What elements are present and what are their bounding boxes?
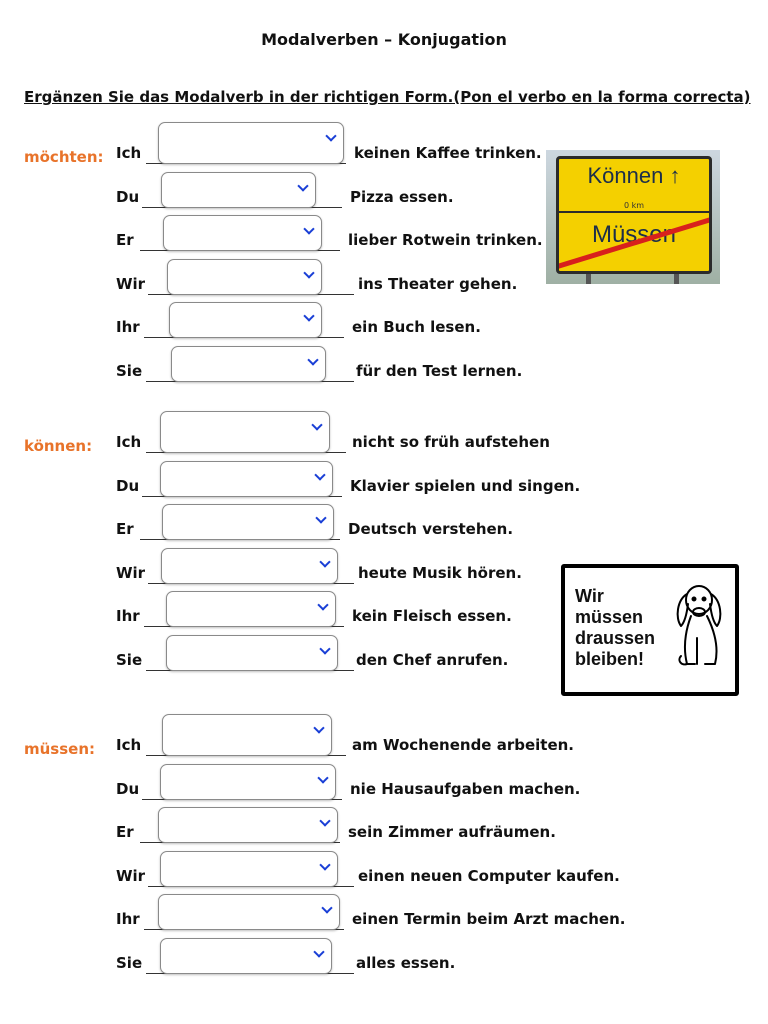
sentence-rest: für den Test lernen.	[356, 361, 523, 380]
exercise-row	[116, 300, 636, 344]
exercise-row	[116, 633, 636, 677]
exercise-row	[116, 459, 636, 503]
answer-dropdown[interactable]	[169, 302, 322, 338]
road-sign-top-text: Können	[587, 163, 664, 188]
pronoun: Ihr	[116, 910, 140, 928]
chevron-down-icon	[319, 859, 330, 870]
pronoun: Du	[116, 779, 140, 798]
answer-dropdown[interactable]	[166, 591, 336, 627]
dog-sign-line: draussen	[575, 628, 656, 648]
chevron-down-icon	[307, 354, 318, 365]
sentence-rest: kein Fleisch essen.	[352, 607, 512, 625]
answer-dropdown[interactable]	[161, 548, 338, 584]
dog-sign-text	[575, 586, 655, 670]
answer-dropdown[interactable]	[160, 411, 330, 453]
pronoun: Ihr	[116, 607, 140, 625]
exercise-row	[116, 344, 636, 388]
sentence-rest: nie Hausaufgaben machen.	[350, 779, 581, 798]
exercise-row	[116, 718, 636, 762]
answer-dropdown[interactable]	[166, 635, 338, 671]
pronoun: Sie	[116, 953, 143, 972]
pronoun: Sie	[116, 650, 143, 669]
pronoun: Du	[116, 187, 140, 206]
sentence-rest: einen Termin beim Arzt machen.	[352, 910, 626, 928]
koennen-muessen-road-sign	[546, 150, 720, 284]
road-sign-board	[556, 156, 712, 274]
chevron-down-icon	[319, 556, 330, 567]
sentence-rest: nicht so früh aufstehen	[352, 433, 550, 451]
sentence-rest: Klavier spielen und singen.	[350, 476, 581, 495]
verb-label: möchten:	[24, 148, 104, 166]
pronoun: Ich	[116, 736, 142, 754]
sentence-rest: den Chef anrufen.	[356, 650, 509, 669]
chevron-down-icon	[317, 599, 328, 610]
chevron-down-icon	[317, 772, 328, 783]
answer-dropdown[interactable]	[160, 461, 333, 497]
pronoun: Ich	[116, 433, 142, 451]
chevron-down-icon	[313, 946, 324, 957]
pronoun: Sie	[116, 361, 143, 380]
answer-dropdown[interactable]	[162, 714, 332, 756]
exercise-row	[116, 546, 636, 590]
exercise-row	[116, 892, 636, 936]
dog-sign-line: Wir	[575, 586, 604, 606]
chevron-down-icon	[319, 815, 330, 826]
instruction: Ergänzen Sie das Modalverb in der richtigen Form.(Pon el verbo en la forma correcta)	[24, 88, 751, 106]
chevron-down-icon	[321, 902, 332, 913]
sentence-rest: ins Theater gehen.	[358, 274, 518, 293]
answer-dropdown[interactable]	[171, 346, 326, 382]
verb-label: müssen:	[24, 740, 96, 758]
chevron-down-icon	[311, 419, 322, 430]
pronoun: Wir	[116, 563, 146, 582]
chevron-down-icon	[313, 722, 324, 733]
pronoun: Wir	[116, 866, 146, 885]
answer-dropdown[interactable]	[162, 504, 334, 540]
sentence-rest: ein Buch lesen.	[352, 318, 481, 336]
sentence-rest: alles essen.	[356, 953, 456, 972]
sentence-rest: am Wochenende arbeiten.	[352, 736, 574, 754]
exercise-row	[116, 502, 636, 546]
verb-label: können:	[24, 437, 93, 455]
dog-sign	[561, 564, 739, 696]
pronoun: Er	[116, 823, 134, 841]
road-sign-bottom-text: Müssen	[591, 221, 677, 248]
exercise-row	[116, 415, 636, 459]
dog-sign-line: müssen	[575, 607, 644, 627]
exercise-row	[116, 589, 636, 633]
answer-dropdown[interactable]	[160, 851, 338, 887]
answer-dropdown[interactable]	[158, 807, 338, 843]
exercise-row	[116, 849, 636, 893]
page-title: Modalverben – Konjugation	[261, 30, 507, 49]
chevron-down-icon	[315, 512, 326, 523]
chevron-down-icon	[325, 130, 336, 141]
exercise-row	[116, 762, 636, 806]
chevron-down-icon	[297, 180, 308, 191]
sentence-rest: Deutsch verstehen.	[348, 520, 514, 538]
dog-icon	[669, 582, 727, 674]
road-sign-km: 0 km	[623, 201, 645, 210]
sentence-rest: keinen Kaffee trinken.	[354, 144, 542, 162]
chevron-down-icon	[303, 310, 314, 321]
answer-dropdown[interactable]	[163, 215, 322, 251]
answer-dropdown[interactable]	[161, 172, 316, 208]
dog-sign-line: bleiben!	[575, 649, 645, 669]
exercise-row	[116, 805, 636, 849]
sentence-rest: heute Musik hören.	[358, 563, 522, 582]
exercise-row	[116, 936, 636, 980]
answer-dropdown[interactable]	[158, 894, 340, 930]
pronoun: Wir	[116, 274, 146, 293]
sentence-rest: sein Zimmer aufräumen.	[348, 823, 556, 841]
answer-dropdown[interactable]	[160, 764, 336, 800]
answer-dropdown[interactable]	[160, 938, 332, 974]
answer-dropdown[interactable]	[158, 122, 344, 164]
chevron-down-icon	[303, 223, 314, 234]
chevron-down-icon	[319, 643, 330, 654]
pronoun: Du	[116, 476, 140, 495]
answer-dropdown[interactable]	[167, 259, 322, 295]
pronoun: Ich	[116, 144, 142, 162]
sentence-rest: lieber Rotwein trinken.	[348, 231, 543, 249]
sentence-rest: Pizza essen.	[350, 187, 454, 206]
pronoun: Er	[116, 231, 134, 249]
sentence-rest: einen neuen Computer kaufen.	[358, 866, 620, 885]
pronoun: Er	[116, 520, 134, 538]
arrow-up-icon: ↑	[669, 163, 681, 188]
chevron-down-icon	[303, 267, 314, 278]
chevron-down-icon	[314, 469, 325, 480]
pronoun: Ihr	[116, 318, 140, 336]
